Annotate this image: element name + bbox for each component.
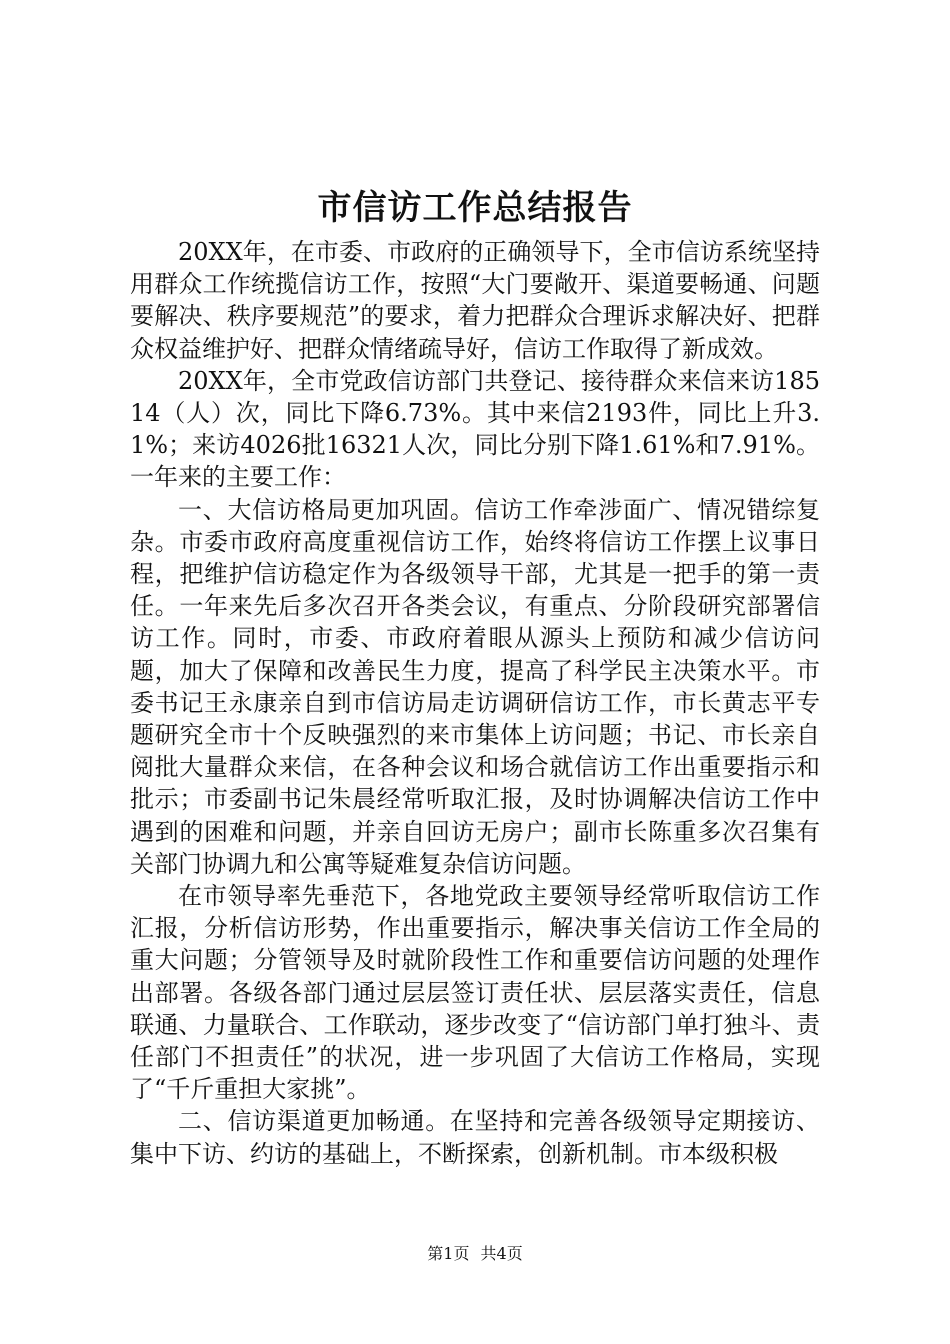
paragraph-intro: 20XX年，在市委、市政府的正确领导下，全市信访系统坚持用群众工作统揽信访工作，按照“大门要敞开、渠道要畅通、问题要解决、秩序要规范”的要求，着力把群众合理诉求解决好、把群众权益维护好、把群众情绪疏导好，信访工作取得了新成效。	[130, 238, 820, 363]
document-body	[130, 236, 820, 1170]
page-number: 第1页	[427, 1244, 470, 1263]
page-total: 共4页	[480, 1244, 523, 1263]
paragraph-section-one: 一、大信访格局更加巩固。信访工作牵涉面广、情况错综复杂。市委市政府高度重视信访工作，始终将信访工作摆上议事日程，把维护信访稳定作为各级领导干部，尤其是一把手的第一责任。一年来先后多次召开各类会议，有重点、分阶段研究部署信访工作。同时，市委、市政府着眼从源头上预防和减少信访问题，加大了保障和改善民生力度，提高了科学民主决策水平。市委书记王永康亲自到市信访局走访调研信访工作，市长黄志平专题研究全市十个反映强烈的来市集体上访问题；书记、市长亲自阅批大量群众来信，在各种会议和场合就信访工作出重要指示和批示；市委副书记朱晨经常听取汇报，及时协调解决信访工作中遇到的困难和问题，并亲自回访无房户；副市长陈重多次召集有关部门协调九和公寓等疑难复杂信访问题。	[130, 495, 820, 878]
paragraph-section-two: 二、信访渠道更加畅通。在坚持和完善各级领导定期接访、集中下访、约访的基础上，不断探索，创新机制。市本级积极	[130, 1107, 820, 1168]
paragraph-leadership: 在市领导率先垂范下，各地党政主要领导经常听取信访工作汇报，分析信访形势，作出重要指示，解决事关信访工作全局的重大问题；分管领导及时就阶段性工作和重要信访问题的处理作出部署。各级各部门通过层层签订责任状、层层落实责任，信息联通、力量联合、工作联动，逐步改变了“信访部门单打独斗、责任部门不担责任”的状况，进一步巩固了大信访工作格局，实现了“千斤重担大家挑”。	[130, 882, 820, 1104]
document-title: 市信访工作总结报告	[317, 188, 633, 228]
paragraph-statistics: 20XX年，全市党政信访部门共登记、接待群众来信来访18514（人）次，同比下降6.73%。其中来信2193件，同比上升3.1%；来访4026批16321人次，同比分别下降1.61%和7.91%。一年来的主要工作：	[130, 366, 820, 492]
page-footer	[0, 1242, 950, 1266]
